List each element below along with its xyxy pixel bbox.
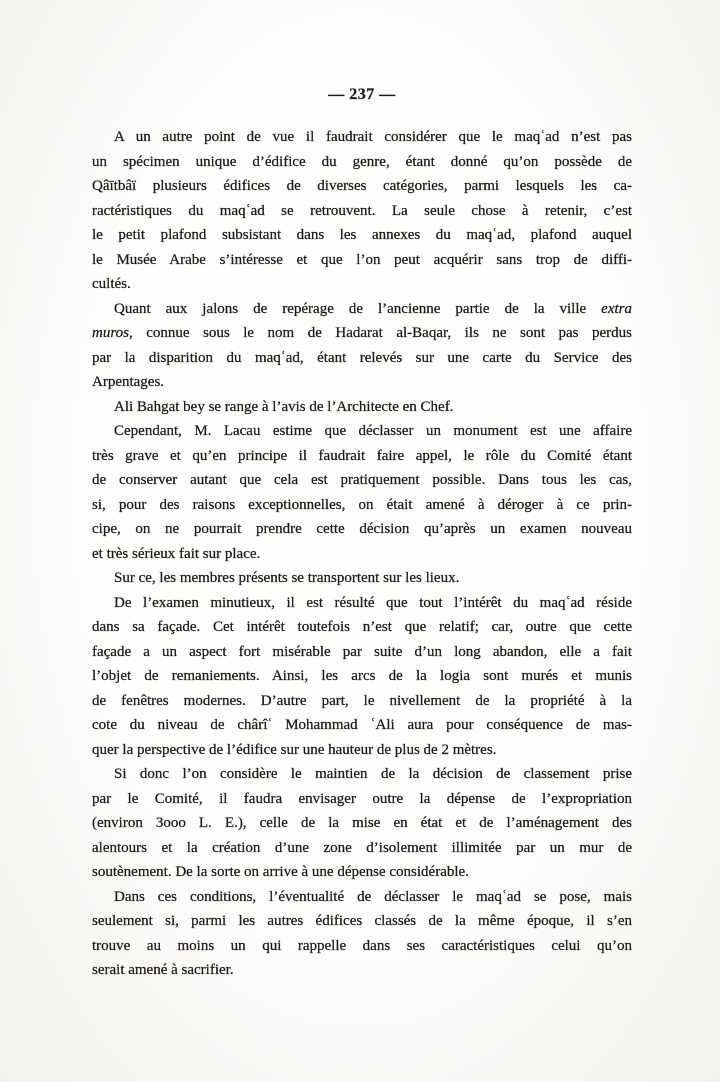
paragraph (92, 566, 632, 591)
text-line (92, 199, 632, 224)
paragraph (92, 591, 632, 763)
text-line (92, 419, 632, 444)
text-segment: Cependant, M. Lacau estime que déclasser un monument est une affaire (114, 423, 632, 439)
italic-text-segment: muros (92, 325, 129, 341)
text-line (92, 811, 632, 836)
text-line (92, 517, 632, 542)
text-segment: cote du niveau de chârîʿ Mohammad ʿAli aura pour conséquence de mas- (92, 717, 632, 733)
text-segment: Ali Bahgat bey se range à l’avis de l’Architecte en Chef. (114, 398, 454, 415)
text-segment: de fenêtres modernes. D’autre part, le nivellement de la propriété à la (92, 692, 632, 709)
text-segment: par le Comité, il faudra envisager outre la dépense de l’expropriation (92, 790, 632, 807)
text-segment: dans sa façade. Cet intérêt toutefois n’est que relatif; car, outre que cette (92, 619, 632, 635)
text-segment: seulement si, parmi les autres édifices classés de la même époque, il s’en (92, 913, 632, 929)
text-segment: cipe, on ne pourrait prendre cette décision qu’après un examen nouveau (92, 521, 632, 537)
text-segment: A un autre point de vue il faudrait considérer que le maqʿad n’est pas (114, 129, 632, 145)
text-segment: cultés. (92, 276, 131, 292)
paragraph (92, 885, 632, 983)
text-line (92, 223, 632, 248)
text-line (92, 321, 632, 346)
text-segment: et très sérieux fait sur place. (92, 545, 261, 562)
paragraph (92, 762, 632, 885)
text-line (92, 444, 632, 469)
text-segment: (environ 3ooo L. E.), celle de la mise en état et de l’aménagement des (92, 815, 632, 831)
text-line (92, 689, 632, 714)
text-line (92, 493, 632, 518)
text-line (92, 787, 632, 812)
text-segment: Qâītbâï plusieurs édifices de diverses catégories, parmi lesquels les ca- (92, 178, 632, 194)
text-line (92, 272, 632, 297)
text-line (92, 174, 632, 199)
page-number: — 237 — (328, 86, 396, 103)
text-segment: soutènement. De la sorte on arrive à une dépense considérable. (92, 864, 469, 880)
text-segment: Si donc l’on considère le maintien de la décision de classement prise (114, 766, 632, 782)
text-segment: ractéristiques du maqʿad se retrouvent. La seule chose à retenir, c’est (92, 202, 632, 219)
text-segment: quer la perspective de l’édifice sur une hauteur de plus de 2 mètres. (92, 741, 497, 758)
text-segment: Sur ce, les membres présents se transportent sur les lieux. (114, 570, 460, 586)
text-line (92, 346, 632, 371)
text-segment: serait amené à sacrifier. (92, 962, 234, 978)
text-segment: Dans ces conditions, l’éventualité de déclasser le maqʿad se pose, mais (114, 888, 632, 905)
paragraph (92, 125, 632, 297)
text-line (92, 370, 632, 395)
text-segment: le Musée Arabe s’intéresse et que l’on peut acquérir sans trop de diffi- (92, 251, 632, 268)
text-line (92, 860, 632, 885)
text-segment: De l’examen minutieux, il est résulté que tout l’intérêt du maqʿad réside (114, 594, 632, 611)
text-line (92, 664, 632, 689)
text-segment: de conserver autant que cela est pratiquement possible. Dans tous les cas, (92, 472, 632, 488)
text-line (92, 713, 632, 738)
text-line (92, 836, 632, 861)
text-line (92, 762, 632, 787)
paragraph (92, 419, 632, 566)
text-segment: très grave et qu’en principe il faudrait faire appel, le rôle du Comité étant (92, 447, 632, 464)
text-line (92, 566, 632, 591)
text-line (92, 542, 632, 567)
text-line (92, 909, 632, 934)
text-line (92, 640, 632, 665)
text-line (92, 297, 632, 322)
text-segment: un spécimen unique d’édifice du genre, étant donné qu’on possède de (92, 153, 632, 170)
text-line (92, 395, 632, 420)
text-segment: l’objet de remaniements. Ainsi, les arcs de la logia sont murés et munis (92, 668, 632, 684)
italic-text-segment: extra (601, 300, 632, 317)
text-line (92, 615, 632, 640)
text-line (92, 738, 632, 763)
text-segment: Quant aux jalons de repérage de l’ancienne partie de la ville (114, 300, 602, 317)
text-line (92, 468, 632, 493)
text-line (92, 934, 632, 959)
text-segment: , connue sous le nom de Hadarat al-Baqar, ils ne sont pas perdus (128, 325, 632, 341)
text-line (92, 885, 632, 910)
text-segment: par la disparition du maqʿad, étant relevés sur une carte du Service des (92, 349, 632, 366)
paragraph (92, 297, 632, 395)
text-segment: Arpentages. (92, 374, 165, 390)
text-segment: le petit plafond subsistant dans les annexes du maqʿad, plafond auquel (92, 227, 632, 243)
text-segment: trouve au moins un qui rappelle dans ses caractéristiques celui qu’on (92, 937, 632, 954)
paragraph (92, 395, 632, 420)
text-segment: si, pour des raisons exceptionnelles, on était amené à déroger à ce prin- (92, 496, 632, 513)
text-line (92, 150, 632, 175)
text-segment: alentours et la création d’une zone d’isolement illimitée par un mur de (92, 839, 632, 856)
text-line (92, 958, 632, 983)
body-text (92, 125, 632, 983)
text-segment: façade a un aspect fort misérable par suite d’un long abandon, elle a fait (92, 643, 632, 660)
text-line (92, 248, 632, 273)
text-line (92, 591, 632, 616)
text-line (92, 125, 632, 150)
